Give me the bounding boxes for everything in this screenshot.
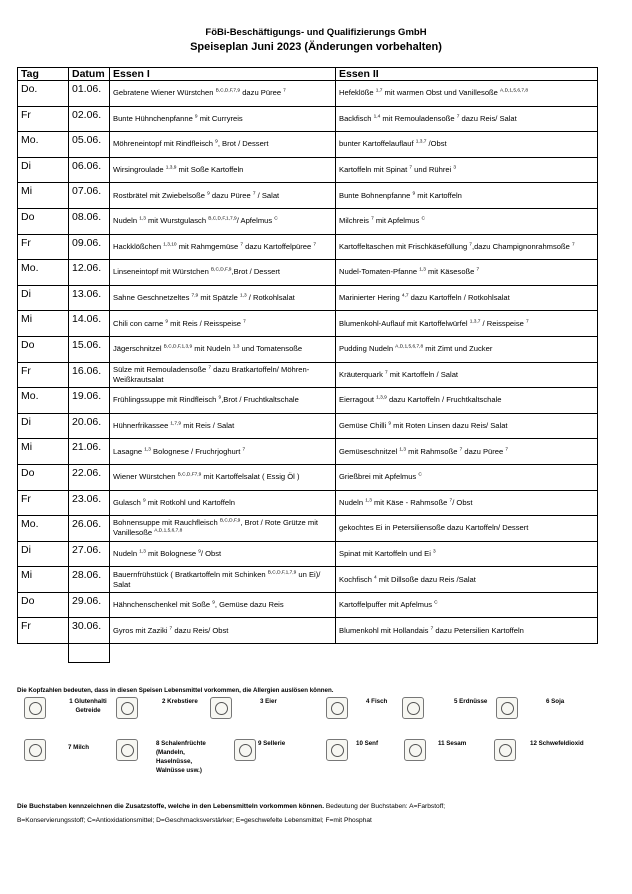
cell-datum: 16.06. (69, 362, 110, 388)
table-header-row (18, 68, 598, 81)
table-row (18, 208, 598, 234)
table-row (18, 464, 598, 490)
cell-tag: Fr (18, 362, 69, 388)
icon-dot (29, 744, 42, 757)
cell-essen2: Gemüse Chilli $^9$ mit Roten Linsen dazu Reis/ Salat (336, 413, 598, 439)
col-header-essen1: Essen I (110, 68, 336, 81)
col-header-datum: Datum (69, 68, 110, 81)
soy-icon (496, 697, 518, 719)
cell-essen2: Grießbrei mit Apfelmus $^C$ (336, 464, 598, 490)
milk-icon (24, 739, 46, 761)
grain-icon (24, 697, 46, 719)
table-row (18, 81, 598, 107)
cell-essen1: Bauernfrühstück ( Bratkartoffeln mit Schinken $^{B,C,D,F,1,7,9}$ un Ei)/ Salat (110, 567, 336, 593)
cell-tag: Mi (18, 183, 69, 209)
cell-datum: 22.06. (69, 464, 110, 490)
cell-essen2: Backfisch $^{1,4}$ mit Remouladensoße $^7$ dazu Reis/ Salat (336, 106, 598, 132)
celery-icon (234, 739, 256, 761)
icon-dot (499, 744, 512, 757)
cell-essen1: Bohnensuppe mit Rauchfleisch $^{B,C,D,F,9}$, Brot / Rote Grütze mit Vanillesoße $^{A,D,1,5,6,7,8}$ (110, 516, 336, 542)
blank-row (18, 644, 598, 663)
icon-dot (215, 702, 228, 715)
additives-list: B=Konservierungsstoff; C=Antioxidationsmittel; D=Geschmacksverstärker; E=geschwefelte Lebensmittel; F=mit Phosphat (17, 817, 372, 824)
cell-datum: 08.06. (69, 208, 110, 234)
cell-tag: Do (18, 336, 69, 362)
cell-tag: Do (18, 464, 69, 490)
peanut-icon (402, 697, 424, 719)
cell-essen2: Pudding Nudeln $^{A,D,1,5,6,7,8}$ mit Zimt und Zucker (336, 336, 598, 362)
cell-datum: 09.06. (69, 234, 110, 260)
sesame-icon (404, 739, 426, 761)
cell-tag: Mi (18, 311, 69, 337)
icon-dot (29, 702, 42, 715)
cell-essen2: Hefeklöße $^{1,7}$ mit warmen Obst und Vanillesoße $^{A,D,1,5,6,7,8}$ (336, 81, 598, 107)
cell-essen1: Frühlingssuppe mit Rindfleisch $^9$,Brot / Fruchtkaltschale (110, 388, 336, 414)
cell-essen1: Chili con carne $^9$ mit Reis / Reisspeise $^7$ (110, 311, 336, 337)
cell-essen1: Hähnchenschenkel mit Soße $^9$, Gemüse dazu Reis (110, 592, 336, 618)
cell-essen1: Sahne Geschnetzeltes $^{7,9}$ mit Spätzle $^{1,3}$ / Rotkohlsalat (110, 285, 336, 311)
cell-essen1: Gebratene Wiener Würstchen $^{B,C,D,F,7,9}$ dazu Püree $^7$ (110, 81, 336, 107)
cell-essen1: Hackklößchen $^{1,3,10}$ mit Rahmgemüse $^7$ dazu Kartoffelpüree $^7$ (110, 234, 336, 260)
table-row (18, 567, 598, 593)
allergen-label: 6 Soja (546, 698, 565, 705)
cell-tag: Di (18, 541, 69, 567)
blank-cell (18, 644, 69, 663)
blank-cell (69, 644, 110, 663)
sulfur-icon (494, 739, 516, 761)
cell-essen1: Jägerschnitzel $^{B,C,D,F,1,3,9}$ mit Nudeln $^{1,3}$ und Tomatensoße (110, 336, 336, 362)
table-row (18, 106, 598, 132)
cell-tag: Di (18, 285, 69, 311)
allergen-label: 11 Sesam (438, 740, 467, 747)
allergen-label: 9 Sellerie (258, 740, 286, 747)
cell-datum: 30.06. (69, 618, 110, 644)
allergen-label: 4 Fisch (366, 698, 388, 705)
cell-datum: 28.06. (69, 567, 110, 593)
table-row (18, 132, 598, 158)
cell-tag: Fr (18, 618, 69, 644)
cell-essen2: Kartoffeln mit Spinat $^7$ und Rührei $^3$ (336, 157, 598, 183)
fish-icon (326, 697, 348, 719)
icon-dot (121, 702, 134, 715)
cell-tag: Fr (18, 490, 69, 516)
icon-dot (239, 744, 252, 757)
allergen-label: 5 Erdnüsse (454, 698, 488, 705)
allergen-label: 8 Schalenfrüchte (Mandeln, Haselnüsse, Walnüsse usw.) (156, 740, 206, 774)
crab-icon (116, 697, 138, 719)
table-row (18, 413, 598, 439)
table-row (18, 388, 598, 414)
table-row (18, 285, 598, 311)
cell-essen1: Wiener Würstchen $^{B,C,D,F7,9}$ mit Kartoffelsalat ( Essig Öl ) (110, 464, 336, 490)
mustard-icon (326, 739, 348, 761)
table-row (18, 362, 598, 388)
cell-tag: Do (18, 208, 69, 234)
cell-essen1: Hühnerfrikassee $^{1,7,9}$ mit Reis / Salat (110, 413, 336, 439)
cell-datum: 26.06. (69, 516, 110, 542)
page-title: Speiseplan Juni 2023 (Änderungen vorbehalten) (190, 41, 442, 53)
cell-essen2: Marinierter Hering $^{4,7}$ dazu Kartoffeln / Rotkohlsalat (336, 285, 598, 311)
egg-icon (210, 697, 232, 719)
cell-datum: 19.06. (69, 388, 110, 414)
table-row (18, 541, 598, 567)
cell-essen1: Nudeln $^{1,3}$ mit Wurstgulasch $^{B,C,D,F,1,7,9}$/ Apfelmus $^C$ (110, 208, 336, 234)
cell-essen1: Nudeln $^{1,3}$ mit Bolognese $^9$/ Obst (110, 541, 336, 567)
table-row (18, 618, 598, 644)
additives-meaning: Bedeutung der Buchstaben: A=Farbstoff; (324, 803, 446, 810)
cell-essen1: Gyros mit Zaziki $^7$ dazu Reis/ Obst (110, 618, 336, 644)
cell-essen2: Blumenkohl-Auflauf mit Kartoffelwürfel $^{1,3,7}$ / Reisspeise $^7$ (336, 311, 598, 337)
table-row (18, 234, 598, 260)
cell-essen2: Kartoffelpuffer mit Apfelmus $^C$ (336, 592, 598, 618)
cell-essen2: Nudel-Tomaten-Pfanne $^{1,3}$ mit Käsesoße $^7$ (336, 260, 598, 286)
table-row (18, 260, 598, 286)
cell-tag: Mo. (18, 388, 69, 414)
cell-datum: 02.06. (69, 106, 110, 132)
cell-tag: Di (18, 413, 69, 439)
cell-essen1: Gulasch $^9$ mit Rotkohl und Kartoffeln (110, 490, 336, 516)
cell-essen2: Blumenkohl mit Hollandais $^7$ dazu Petersilien Kartoffeln (336, 618, 598, 644)
cell-tag: Do. (18, 81, 69, 107)
cell-essen2: gekochtes Ei in Petersiliensoße dazu Kartoffeln/ Dessert (336, 516, 598, 542)
icon-dot (121, 744, 134, 757)
icon-dot (331, 744, 344, 757)
cell-tag: Di (18, 157, 69, 183)
cell-essen2: Bunte Bohnenpfanne $^9$ mit Kartoffeln (336, 183, 598, 209)
table-row (18, 336, 598, 362)
cell-datum: 12.06. (69, 260, 110, 286)
cell-datum: 01.06. (69, 81, 110, 107)
cell-datum: 05.06. (69, 132, 110, 158)
cell-datum: 29.06. (69, 592, 110, 618)
allergen-label: 7 Milch (68, 744, 89, 751)
cell-datum: 20.06. (69, 413, 110, 439)
col-header-tag: Tag (18, 68, 69, 81)
cell-essen2: bunter Kartoffelauflauf $^{1,3,7}$ /Obst (336, 132, 598, 158)
allergen-label: 12 Schwefeldioxid (530, 740, 584, 747)
cell-datum: 23.06. (69, 490, 110, 516)
cell-tag: Mo. (18, 260, 69, 286)
allergen-label: 3 Eier (260, 698, 277, 705)
cell-essen1: Sülze mit Remouladensoße $^7$ dazu Bratkartoffeln/ Möhren-Weißkrautsalat (110, 362, 336, 388)
cell-datum: 14.06. (69, 311, 110, 337)
cell-datum: 07.06. (69, 183, 110, 209)
icon-dot (501, 702, 514, 715)
cell-datum: 06.06. (69, 157, 110, 183)
cell-tag: Mi (18, 567, 69, 593)
icon-dot (331, 702, 344, 715)
cell-tag: Fr (18, 234, 69, 260)
allergen-label: 10 Senf (356, 740, 379, 747)
cell-essen1: Linseneintopf mit Würstchen $^{B,C,D,F,9}$,Brot / Dessert (110, 260, 336, 286)
cell-essen2: Gemüseschnitzel $^{1,3}$ mit Rahmsoße $^7$ dazu Püree $^7$ (336, 439, 598, 465)
cell-tag: Fr (18, 106, 69, 132)
table-row (18, 157, 598, 183)
cell-essen2: Nudeln $^{1,3}$ mit Käse - Rahmsoße $^7$/ Obst (336, 490, 598, 516)
allergen-label: 1 Glutenhalti Getreide (69, 698, 107, 714)
cell-essen1: Möhreneintopf mit Rindfleisch $^9$, Brot / Dessert (110, 132, 336, 158)
menu-table (17, 67, 598, 663)
cell-tag: Mo. (18, 516, 69, 542)
cell-datum: 27.06. (69, 541, 110, 567)
cell-datum: 13.06. (69, 285, 110, 311)
cell-essen2: Kartoffeltaschen mit Frischkäsefüllung $^7$,dazu Champignonrahmsoße $^7$ (336, 234, 598, 260)
table-row (18, 183, 598, 209)
cell-datum: 21.06. (69, 439, 110, 465)
icon-dot (407, 702, 420, 715)
cell-essen1: Lasagne $^{1,3}$ Bolognese / Fruchrjoghurt $^7$ (110, 439, 336, 465)
cell-essen2: Kochfisch $^4$ mit Dillsoße dazu Reis /Salat (336, 567, 598, 593)
cell-tag: Mi (18, 439, 69, 465)
table-row (18, 516, 598, 542)
cell-essen1: Wirsingroulade $^{1,3,9}$ mit Soße Kartoffeln (110, 157, 336, 183)
nut-icon (116, 739, 138, 761)
cell-essen2: Milchreis $^7$ mit Apfelmus $^C$ (336, 208, 598, 234)
additives-note (17, 800, 617, 828)
table-row (18, 311, 598, 337)
col-header-essen2: Essen II (336, 68, 598, 81)
company-name: FöBi-Beschäftigungs- und Qualifizierungs GmbH (205, 27, 427, 38)
allergen-intro: Die Kopfzahlen bedeuten, dass in diesen Speisen Lebensmittel vorkommen, die Allergien auslösen können. (17, 687, 334, 694)
table-row (18, 439, 598, 465)
cell-essen1: Rostbrätel mit Zwiebelsoße $^9$ dazu Püree $^7$ / Salat (110, 183, 336, 209)
cell-tag: Do (18, 592, 69, 618)
additives-intro: Die Buchstaben kennzeichnen die Zusatzstoffe, welche in den Lebensmitteln vorkommen können. (17, 803, 325, 810)
cell-datum: 15.06. (69, 336, 110, 362)
cell-essen2: Spinat mit Kartoffeln und Ei $^3$ (336, 541, 598, 567)
table-row (18, 592, 598, 618)
cell-tag: Mo. (18, 132, 69, 158)
cell-essen2: Kräuterquark $^7$ mit Kartoffeln / Salat (336, 362, 598, 388)
cell-essen1: Bunte Hühnchenpfanne $^9$ mit Curryreis (110, 106, 336, 132)
icon-dot (409, 744, 422, 757)
cell-essen2: Eierragout $^{1,3,9}$ dazu Kartoffeln / Fruchtkaltschale (336, 388, 598, 414)
table-row (18, 490, 598, 516)
allergen-label: 2 Krebstiere (162, 698, 198, 705)
blank-cell (110, 644, 336, 663)
blank-cell (336, 644, 598, 663)
